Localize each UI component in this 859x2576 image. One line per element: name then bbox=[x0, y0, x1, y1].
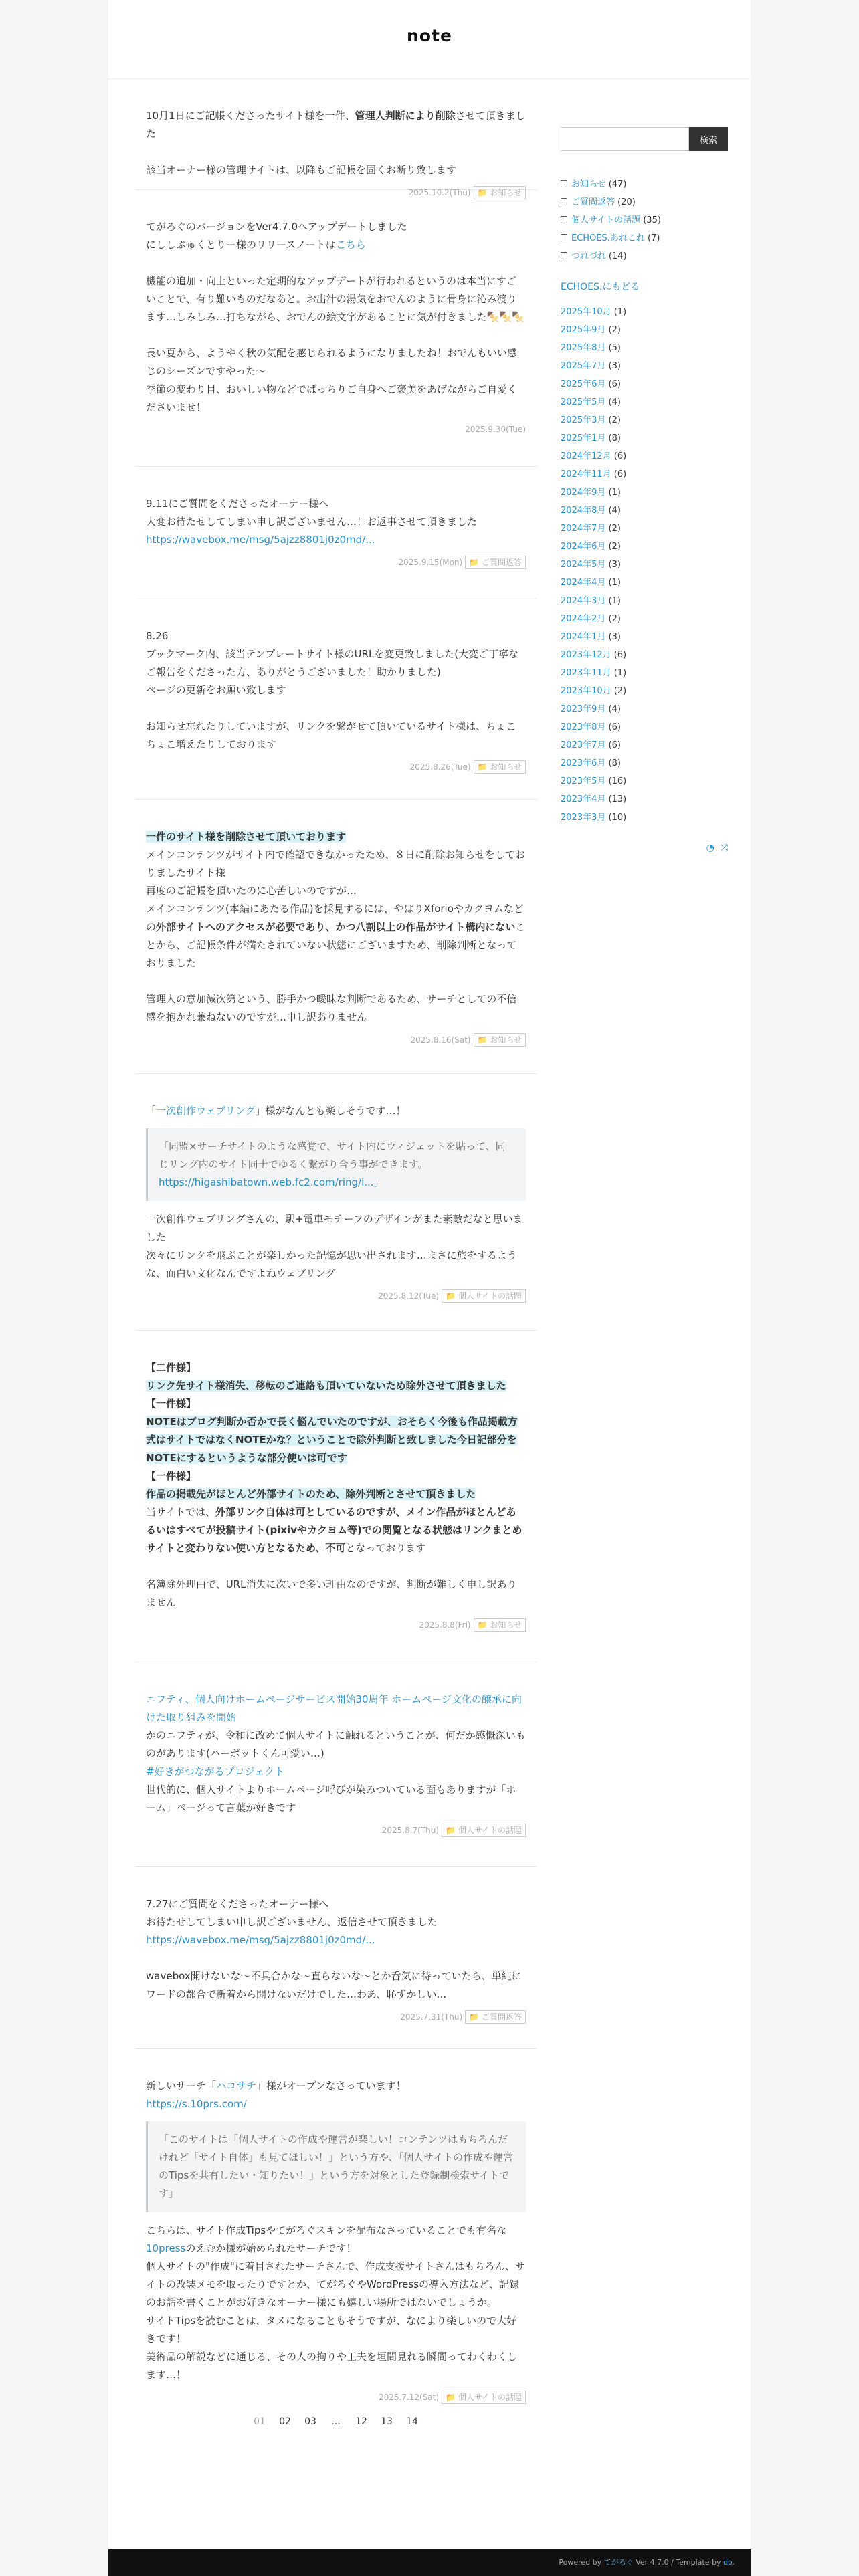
post-date[interactable]: 2025.8.16(Sat) bbox=[410, 1035, 471, 1045]
post-category-label: お知らせ bbox=[490, 1035, 522, 1045]
archive-count: (6) bbox=[608, 722, 621, 732]
post-category[interactable]: 📁 お知らせ bbox=[474, 1618, 526, 1632]
post-quote bbox=[146, 2121, 526, 2212]
post-text-part: のえむか様が始められたサーチです！ bbox=[185, 2242, 357, 2254]
folder-icon bbox=[561, 180, 567, 187]
archive-count: (6) bbox=[608, 379, 621, 389]
page-link[interactable]: 13 bbox=[381, 2416, 393, 2427]
post-text-part: 新しいサーチ「 bbox=[146, 2080, 217, 2092]
post-text: 7.27にご質問をくださったオーナー様へ bbox=[146, 1898, 329, 1910]
search-input[interactable] bbox=[561, 127, 689, 151]
tegalog-link[interactable]: てがろぐ bbox=[603, 2558, 634, 2567]
post-date[interactable]: 2025.8.8(Fri) bbox=[419, 1620, 471, 1630]
post-category-label: 個人サイトの話題 bbox=[458, 1291, 522, 1301]
post-category[interactable]: 📁 お知らせ bbox=[474, 760, 526, 774]
page-link[interactable]: 12 bbox=[355, 2416, 367, 2427]
archive-count: (2) bbox=[608, 524, 621, 534]
archive-item bbox=[561, 520, 728, 538]
post-category-label: お知らせ bbox=[490, 188, 522, 197]
post-date[interactable]: 2025.7.12(Sat) bbox=[378, 2393, 440, 2402]
archive-link[interactable]: 2024年7月 bbox=[561, 524, 606, 534]
archive-count: (3) bbox=[608, 361, 621, 371]
archive-link[interactable]: 2023年6月 bbox=[561, 758, 606, 768]
archive-item bbox=[561, 736, 728, 754]
post-category[interactable]: 📁 個人サイトの話題 bbox=[442, 2391, 526, 2404]
archive-list bbox=[561, 303, 728, 827]
archive-item bbox=[561, 790, 728, 809]
archive-item bbox=[561, 628, 728, 646]
archive-item bbox=[561, 772, 728, 790]
sidebar bbox=[561, 127, 728, 853]
archive-link[interactable]: 2023年3月 bbox=[561, 813, 606, 823]
post-text bbox=[146, 236, 526, 254]
archive-count: (2) bbox=[613, 686, 627, 696]
post-text: ブックマーク内、該当テンプレートサイト様のURLを変更致しました(大変ご丁寧なご報告をくださった方、ありがとうございました！助かりました) bbox=[146, 648, 519, 678]
post-text-part: メインコンテンツ(本編にあたる作品)を採見するには、やはりXforioやカクヨムなどの bbox=[146, 903, 524, 933]
post-text-part: となっております bbox=[345, 1542, 426, 1554]
post-text bbox=[146, 1485, 526, 1503]
archive-link[interactable]: 2024年1月 bbox=[561, 632, 606, 642]
page bbox=[108, 0, 751, 2576]
category-count: (7) bbox=[648, 233, 660, 243]
post bbox=[135, 1074, 537, 1331]
footer-text: Powered by bbox=[559, 2558, 604, 2567]
post bbox=[135, 599, 537, 800]
archive-item bbox=[561, 664, 728, 682]
archive-count: (8) bbox=[608, 433, 621, 443]
hashtag-link[interactable]: #好きがつながるプロジェクト bbox=[146, 1765, 285, 1778]
archive-item bbox=[561, 538, 728, 556]
post-meta bbox=[146, 423, 526, 435]
archive-item bbox=[561, 339, 728, 357]
footer bbox=[108, 2549, 751, 2576]
post-text-part: 当サイトでは、 bbox=[146, 1506, 215, 1518]
folder-icon bbox=[561, 234, 567, 241]
post-text-part: 「 bbox=[146, 1105, 157, 1117]
post-meta bbox=[146, 1618, 526, 1632]
post-text: てがろぐのバージョンをVer4.7.0へアップデートしました bbox=[146, 221, 407, 233]
post-category-label: お知らせ bbox=[490, 1620, 522, 1630]
archive-link[interactable]: 2024年5月 bbox=[561, 560, 606, 570]
archive-item bbox=[561, 646, 728, 664]
category-count: (47) bbox=[608, 179, 627, 189]
archive-link[interactable]: 2024年8月 bbox=[561, 506, 606, 516]
post-date[interactable]: 2025.8.12(Tue) bbox=[378, 1291, 440, 1301]
post-highlight: リンク先サイト様消失、移転のご連絡も頂いていないため除外させて頂きました bbox=[146, 1380, 506, 1392]
hakosachi-link[interactable]: ハコサチ bbox=[216, 2080, 257, 2092]
quote-link[interactable]: https://higashibatown.web.fc2.com/ring/i...」 bbox=[159, 1176, 384, 1188]
archive-link[interactable]: 2023年7月 bbox=[561, 740, 606, 750]
post-text: お知らせ忘れたりしていますが、リンクを繋がせて頂いているサイト様は、ちょこちょこ増えたりしております bbox=[146, 720, 516, 750]
quote-text: 「同盟×サーチサイトのような感覚で、サイト内にウィジェットを貼って、同じリング内のサイト同士でゆるく繋がり合う事ができます。 bbox=[159, 1140, 506, 1170]
category-link[interactable]: 個人サイトの話題 bbox=[571, 215, 641, 225]
post-text: 一次創作ウェブリングさんの、駅+電車モチーフのデザインがまた素敵だなと思いました bbox=[146, 1213, 523, 1243]
post bbox=[135, 800, 537, 1074]
archive-link[interactable]: 2024年3月 bbox=[561, 596, 606, 606]
post-category-label: ご質問返答 bbox=[481, 558, 522, 567]
archive-item bbox=[561, 447, 728, 465]
post bbox=[135, 2049, 537, 2426]
post-text: かのニフティが、令和に改めて個人サイトに触れるということが、何だか感慨深いものがあります(ハーボットくん可愛い…) bbox=[146, 1729, 526, 1759]
post-text bbox=[146, 1359, 526, 1377]
page-link-current: 01 bbox=[254, 2416, 266, 2427]
post-text: 9.11にご質問をくださったオーナー様へ bbox=[146, 498, 329, 510]
post-category[interactable]: 📁 個人サイトの話題 bbox=[442, 1289, 526, 1303]
post-text bbox=[146, 1467, 526, 1485]
search-button[interactable]: 検索 bbox=[689, 127, 728, 151]
archive-count: (2) bbox=[608, 415, 621, 425]
archive-link[interactable]: 2025年3月 bbox=[561, 415, 606, 425]
quote-text: 「このサイトは「個人サイトの作成や運営が楽しい！コンテンツはもちろんだけれど「サイト自体」も見てほしい！」という方や、「個人サイトの作成や運営のTipsを共有したい・知りたい！」という方を対象とした登録制検索サイトです」 bbox=[159, 2133, 514, 2199]
archive-link[interactable]: 2024年6月 bbox=[561, 542, 606, 552]
category-list bbox=[561, 175, 728, 265]
archive-count: (13) bbox=[608, 794, 627, 804]
category-link[interactable]: ECHOES.あれこれ bbox=[571, 233, 645, 243]
post-text bbox=[146, 1377, 526, 1395]
post-text-part: させて頂きました bbox=[146, 110, 526, 140]
archive-count: (5) bbox=[608, 343, 621, 353]
folder-icon bbox=[561, 216, 567, 223]
archive-count: (6) bbox=[613, 469, 627, 479]
page-link[interactable]: 03 bbox=[304, 2416, 316, 2427]
post-category[interactable]: 📁 お知らせ bbox=[474, 1033, 526, 1047]
archive-count: (4) bbox=[608, 397, 621, 407]
archive-link[interactable]: 2024年4月 bbox=[561, 578, 606, 588]
archive-count: (1) bbox=[608, 596, 621, 606]
post-bold-text: 【二件様】 bbox=[146, 1362, 197, 1374]
category-item bbox=[561, 229, 728, 247]
site-header bbox=[108, 0, 751, 79]
archive-item bbox=[561, 393, 728, 411]
archive-link[interactable]: 2023年4月 bbox=[561, 794, 606, 804]
post-text-part: こちらは、サイト作成Tipsやてがろぐスキンを配布なさっていることでも有名な bbox=[146, 2224, 507, 2236]
footer-text: Ver 4.7.0 / Template by bbox=[633, 2558, 723, 2567]
archive-item bbox=[561, 303, 728, 321]
post-text bbox=[146, 1395, 526, 1413]
archive-link[interactable]: 2024年9月 bbox=[561, 488, 606, 498]
post-category-label: 個人サイトの話題 bbox=[458, 1826, 522, 1835]
post-quote bbox=[146, 1128, 526, 1201]
post-text: 美術品の解説などに通じる、その人の拘りや工夫を垣間見れる瞬間ってわくわくします…！ bbox=[146, 2351, 518, 2381]
category-count: (35) bbox=[643, 215, 661, 225]
archive-link[interactable]: 2023年5月 bbox=[561, 776, 606, 786]
archive-link[interactable]: 2023年11月 bbox=[561, 668, 611, 678]
folder-icon bbox=[561, 198, 567, 205]
archive-item bbox=[561, 484, 728, 502]
category-link[interactable]: つれづれ bbox=[571, 251, 606, 261]
hakosachi-url[interactable]: https://s.10prs.com/ bbox=[146, 2098, 247, 2110]
archive-link[interactable]: 2024年12月 bbox=[561, 451, 611, 461]
archive-link[interactable]: 2025年10月 bbox=[561, 307, 611, 317]
post bbox=[135, 79, 537, 197]
10press-link[interactable]: 10press bbox=[146, 2242, 186, 2254]
post-category[interactable]: 📁 個人サイトの話題 bbox=[442, 1824, 526, 1837]
archive-item bbox=[561, 429, 728, 447]
post-text: 個人サイトの"作成"に着目されたサーチさんで、作成支援サイトさんはもちろん、サイトの改装メモを取ったりですとか、てがろぐやWordPressの導入方法など、記録のお話を書くことがお好きなオーナー様にも嬉しい場所ではないでしょうか。 bbox=[146, 2260, 526, 2309]
archive-count: (10) bbox=[608, 813, 627, 823]
template-author-link[interactable]: do. bbox=[723, 2558, 735, 2567]
archive-count: (16) bbox=[608, 776, 627, 786]
post-text: 管理人の意加減次第という、勝手かつ曖昧な判断であるため、サーチとしての不信感を抱かれ兼ねないのですが…申し訳ありません bbox=[146, 993, 517, 1023]
post-highlight: 作品の掲載先がほとんど外部サイトのため、除外判断とさせて頂きました bbox=[146, 1488, 476, 1500]
post-highlight: 一件のサイト様を削除させて頂いております bbox=[146, 831, 346, 843]
archive-item bbox=[561, 321, 728, 339]
post-text-part: ことから、ご記帳条件が満たされていない状態にございますため、削除判断となっておりました bbox=[146, 921, 526, 969]
archive-link[interactable]: 2025年1月 bbox=[561, 433, 606, 443]
post-bold-text: 【一件様】 bbox=[146, 1470, 197, 1482]
archive-count: (1) bbox=[608, 488, 621, 498]
wavebox-link[interactable]: https://wavebox.me/msg/5ajzz8801j0z0md/... bbox=[146, 1934, 375, 1946]
search-form bbox=[561, 127, 728, 151]
post-text-part: 10月1日にご記帳くださったサイト様を一件、 bbox=[146, 110, 355, 122]
post-text bbox=[146, 1503, 526, 1558]
post bbox=[135, 1662, 537, 1867]
post-text bbox=[146, 900, 526, 972]
post-text: 再度のご記帳を頂いたのに心苦しいのですが… bbox=[146, 885, 357, 897]
archive-item bbox=[561, 574, 728, 592]
post-text bbox=[146, 828, 526, 846]
category-item bbox=[561, 193, 728, 211]
archive-item bbox=[561, 592, 728, 610]
archive-link[interactable]: 2023年8月 bbox=[561, 722, 606, 732]
archive-item bbox=[561, 375, 728, 393]
post-meta bbox=[146, 1824, 526, 1837]
site-title[interactable]: note bbox=[407, 26, 452, 45]
category-link[interactable]: ご質問返答 bbox=[571, 197, 615, 207]
post-text bbox=[146, 1102, 526, 1120]
archive-count: (4) bbox=[608, 506, 621, 516]
nifty-article-link[interactable]: ニフティ、個人向けホームページサービス開始30周年 ホームページ文化の醸承に向けた取り組みを開始 bbox=[146, 1693, 522, 1723]
archive-count: (2) bbox=[608, 542, 621, 552]
category-item bbox=[561, 175, 728, 193]
post-bold-text: 管理人判断により削除 bbox=[355, 110, 456, 122]
archive-item bbox=[561, 502, 728, 520]
archive-count: (6) bbox=[608, 740, 621, 750]
archive-count: (2) bbox=[608, 325, 621, 335]
post-text: ページの更新をお願い致します bbox=[146, 684, 286, 696]
archive-item bbox=[561, 357, 728, 375]
post-text bbox=[146, 2077, 526, 2095]
archive-count: (2) bbox=[608, 614, 621, 624]
category-count: (14) bbox=[608, 251, 627, 261]
archive-item bbox=[561, 465, 728, 484]
archive-item bbox=[561, 682, 728, 700]
archive-link[interactable]: 2025年8月 bbox=[561, 343, 606, 353]
post-text bbox=[146, 107, 526, 143]
archive-count: (1) bbox=[608, 578, 621, 588]
archive-link[interactable]: 2024年11月 bbox=[561, 469, 611, 479]
post-date[interactable]: 2025.10.2(Thu) bbox=[408, 188, 471, 197]
archive-count: (1) bbox=[613, 668, 627, 678]
archive-count: (1) bbox=[613, 307, 627, 317]
post-text: 世代的に、個人サイトよりホームページ呼びが染みついている面もありますが「ホーム」ページって言葉が好きです bbox=[146, 1784, 516, 1814]
post-text: サイトTipsを読むことは、タメになることもそうですが、なにより楽しいので大好きです！ bbox=[146, 2315, 517, 2345]
wavebox-link[interactable]: https://wavebox.me/msg/5ajzz8801j0z0md/... bbox=[146, 534, 375, 546]
post-date[interactable]: 2025.9.15(Mon) bbox=[398, 558, 463, 567]
post-text: 長い夏から、ようやく秋の気配を感じられるようになりましたね！おでんもいい感じのシーズンですやった〜 bbox=[146, 347, 517, 377]
archive-item bbox=[561, 809, 728, 827]
archive-item bbox=[561, 556, 728, 574]
archive-count: (4) bbox=[608, 704, 621, 714]
archive-count: (8) bbox=[608, 758, 621, 768]
post-meta bbox=[146, 556, 526, 569]
post-category-label: 個人サイトの話題 bbox=[458, 2393, 522, 2402]
post-meta bbox=[146, 1033, 526, 1047]
archive-item bbox=[561, 700, 728, 718]
post bbox=[135, 467, 537, 599]
post-category[interactable]: 📁 ご質問返答 bbox=[465, 556, 526, 569]
archive-count: (3) bbox=[608, 632, 621, 642]
post-text: 大変お待たせしてしまい申し訳ございません…！お返事させて頂きました bbox=[146, 516, 478, 528]
archive-link[interactable]: 2025年7月 bbox=[561, 361, 606, 371]
post-date[interactable]: 2025.8.26(Tue) bbox=[409, 762, 471, 772]
page-link[interactable]: 14 bbox=[406, 2416, 418, 2427]
category-count: (20) bbox=[617, 197, 636, 207]
archive-item bbox=[561, 610, 728, 628]
post-highlight: NOTEはブログ判断か否かで長く悩んでいたのですが、おそらく今後も作品掲載方式はサイトではなくNOTEかな？ということで除外判断と致しました今日記部分をNOTEにするというような部分使いは可です bbox=[146, 1416, 518, 1464]
archive-link[interactable]: 2025年6月 bbox=[561, 379, 606, 389]
post-meta bbox=[146, 2391, 526, 2404]
category-link[interactable]: お知らせ bbox=[571, 179, 606, 189]
post-text-part: 」様がなんとも楽しそうです…！ bbox=[255, 1105, 406, 1117]
pagination-ellipsis: … bbox=[331, 2416, 341, 2427]
archive-item bbox=[561, 754, 728, 772]
archive-item bbox=[561, 718, 728, 736]
post-bold-text: 【一件様】 bbox=[146, 1398, 197, 1410]
post-category[interactable]: 📁 お知らせ bbox=[474, 186, 526, 199]
post-date[interactable]: 2025.8.7(Thu) bbox=[381, 1826, 440, 1835]
post-text bbox=[146, 2222, 526, 2258]
post-text-part: にししぶゅくとりー様のリリースノートは bbox=[146, 239, 336, 251]
post-text: お待たせしてしまい申し訳ございません、返信させて頂きました bbox=[146, 1916, 438, 1928]
archive-count: (6) bbox=[613, 451, 627, 461]
post bbox=[135, 1331, 537, 1662]
archive-count: (6) bbox=[613, 650, 627, 660]
archive-item bbox=[561, 411, 728, 429]
post-meta bbox=[146, 1289, 526, 1303]
post-bold-text: 外部リンク自体は可としているのですが、メイン作品がほとんどあるいはすべてが投稿サイト(pixivやカクヨム等)での閲覧となる状態はリンクまとめサイトと変わりない使い方となるため、不可 bbox=[146, 1506, 522, 1554]
post-text: 該当オーナー様の管理サイトは、以降もご記帳を固くお断り致します bbox=[146, 164, 456, 176]
post bbox=[135, 190, 537, 467]
post-list bbox=[135, 79, 537, 2426]
archive-count: (3) bbox=[608, 560, 621, 570]
post-text: 次々にリンクを飛ぶことが楽しかった記憶が思い出されます…まさに旅をするような、面白い文化なんですよねウェブリング bbox=[146, 1249, 517, 1279]
post-text: 8.26 bbox=[146, 630, 169, 642]
post-bold-text: 外部サイトへのアクセスが必要であり、かつ八割以上の作品がサイト構内にない bbox=[156, 921, 516, 933]
post-text-part: 」様がオープンなさっています！ bbox=[256, 2080, 406, 2092]
post bbox=[135, 1867, 537, 2049]
archive-link[interactable]: 2024年2月 bbox=[561, 614, 606, 624]
release-note-link[interactable]: こちら bbox=[335, 239, 366, 251]
pagination bbox=[135, 2409, 537, 2434]
archive-link[interactable]: 2023年12月 bbox=[561, 650, 611, 660]
shuffle-icon[interactable]: ⤮ bbox=[720, 843, 728, 853]
post-text: wavebox開けないな〜不具合かな〜直らないな〜とか呑気に待っていたら、単純にワードの都合で新着から開けないだけでした…わあ、恥ずかしい… bbox=[146, 1970, 522, 2000]
post-category-label: お知らせ bbox=[490, 762, 522, 772]
archive-link[interactable]: 2023年9月 bbox=[561, 704, 606, 714]
category-item bbox=[561, 211, 728, 229]
post-text: 名簿除外理由で、URL消失に次いで多い理由なのですが、判断が難しく申し訳ありません bbox=[146, 1578, 517, 1608]
feed-icons bbox=[561, 843, 728, 853]
post-date[interactable]: 2025.9.30(Tue) bbox=[465, 425, 526, 434]
rss-icon[interactable]: ◔ bbox=[706, 843, 714, 853]
archive-link[interactable]: 2025年9月 bbox=[561, 325, 606, 335]
category-item bbox=[561, 247, 728, 265]
post-category[interactable]: 📁 ご質問返答 bbox=[465, 2010, 526, 2024]
post-text: 季節の変わり目、おいしい物などでばっちりご自身へご褒美をあげながらご自愛くださいませ！ bbox=[146, 383, 518, 413]
echoes-home-link[interactable]: ECHOES.にもどる bbox=[561, 282, 640, 292]
post-text: メインコンテンツがサイト内で確認できなかったため、８日に削除お知らせをしておりましたサイト様 bbox=[146, 849, 525, 879]
archive-link[interactable]: 2023年10月 bbox=[561, 686, 611, 696]
post-meta bbox=[146, 760, 526, 774]
post-category-label: ご質問返答 bbox=[481, 2012, 522, 2022]
post-date[interactable]: 2025.7.31(Thu) bbox=[400, 2012, 463, 2022]
post-text: 機能の追加・向上といった定期的なアップデートが行われるというのは本当にすごいことで、有り難いものだなあと。お出汁の湯気をおでんのように骨身に沁み渡ります…しみしみ…打ちながら、おでんの絵文字があることに気が付きました🍢🍢🍢 bbox=[146, 275, 524, 323]
webring-link[interactable]: 一次創作ウェブリング bbox=[156, 1105, 256, 1117]
page-link[interactable]: 02 bbox=[279, 2416, 291, 2427]
folder-icon bbox=[561, 252, 567, 259]
post-meta bbox=[146, 2010, 526, 2024]
post-text bbox=[146, 1413, 526, 1467]
archive-link[interactable]: 2025年5月 bbox=[561, 397, 606, 407]
